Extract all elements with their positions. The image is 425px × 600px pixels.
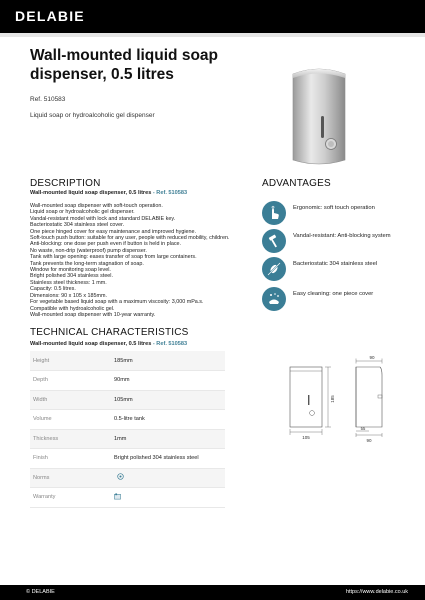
header-bar [0, 0, 425, 33]
norms-icon [117, 473, 124, 480]
row-label: Finish [30, 449, 114, 469]
table-row [30, 488, 225, 508]
hammer-icon [262, 229, 286, 253]
table-row [30, 468, 225, 488]
technical-sub-ref: - Ref. 510583 [152, 341, 188, 347]
description-body [30, 203, 245, 318]
description-line: Stainless steel thickness: 1 mm. [30, 279, 107, 286]
row-label: Height [30, 351, 114, 371]
table-row [30, 410, 225, 430]
width-dimension: 105 [302, 435, 310, 440]
advantage-text: Vandal-resistant: Anti-blocking system [293, 233, 391, 239]
product-ref: Ref. 510583 [30, 96, 66, 103]
table-row [30, 390, 225, 410]
description-line: Soft-touch push button: suitable for any user, people with reduced mobility, children. [30, 235, 230, 242]
row-label: Thickness [30, 429, 114, 449]
cleaning-icon [262, 287, 286, 311]
description-subheading [30, 190, 187, 196]
description-line: Liquid soap or hydroalcoholic gel dispenser. [30, 209, 135, 216]
advantage-item [262, 201, 412, 227]
description-sub-title: Wall-mounted liquid soap dispenser, 0.5 litres [30, 190, 152, 196]
description-line: Vandal-resistant model with lock and standard DELABIE key. [30, 215, 176, 222]
depth-top-dimension: 90 [369, 355, 375, 360]
product-image [283, 64, 355, 168]
description-line: Wall-mounted soap dispenser with 10-year warranty. [30, 311, 156, 318]
height-dimension: 185 [330, 395, 335, 403]
description-line: One piece hinged cover for easy maintenance and improved hygiene. [30, 228, 197, 235]
table-row [30, 371, 225, 391]
front-view-outline [290, 367, 322, 427]
description-line: Capacity: 0.5 litres. [30, 286, 76, 293]
row-label: Width [30, 390, 114, 410]
row-value: 1mm [114, 429, 225, 449]
description-line: No waste, non-drip (waterproof) pump dispenser. [30, 247, 147, 254]
technical-sub-title: Wall-mounted liquid soap dispenser, 0.5 litres [30, 341, 152, 347]
description-line: Tank with large opening: eases transfer of soap from large containers. [30, 254, 197, 261]
footer-copyright: © DELABIE [26, 588, 55, 595]
product-subtitle: Liquid soap or hydroalcoholic gel dispenser [30, 112, 155, 119]
description-line: Wall-mounted soap dispenser with soft-touch operation. [30, 203, 163, 209]
row-label: Norms [30, 468, 114, 488]
row-value: 90mm [114, 371, 225, 391]
row-value: 105mm [114, 390, 225, 410]
advantage-text: Bacteriostatic 304 stainless steel [293, 261, 378, 267]
footer-bar [0, 585, 425, 600]
technical-table [30, 351, 225, 508]
description-heading: DESCRIPTION [30, 178, 101, 189]
description-line: Tank prevents the long-term stagnation of soap. [30, 260, 144, 267]
side-small-dimension: 55 [360, 426, 366, 431]
description-line: Window for monitoring soap level. [30, 267, 111, 274]
row-label: Warranty [30, 488, 114, 508]
description-line: Bright polished 304 stainless steel. [30, 273, 114, 280]
row-value: 0.5-litre tank [114, 410, 225, 430]
row-value: Bright polished 304 stainless steel [114, 449, 225, 469]
advantage-item [262, 257, 412, 283]
technical-heading: TECHNICAL CHARACTERISTICS [30, 327, 189, 338]
advantages-heading: ADVANTAGES [262, 178, 331, 189]
description-sub-ref: - Ref. 510583 [152, 190, 188, 196]
description-line: Bacteriostatic 304 stainless steel cover. [30, 222, 125, 229]
description-line: Dimensions: 90 x 105 x 185mm. [30, 292, 108, 299]
header-divider [0, 33, 425, 37]
warranty-icon [114, 493, 121, 500]
technical-subheading [30, 341, 187, 347]
row-value: 185mm [114, 351, 225, 371]
advantage-item [262, 229, 412, 255]
advantage-text: Easy cleaning: one piece cover [293, 291, 374, 297]
description-line: For vegetable based liquid soap with a maximum viscosity: 3,000 mPa.s. [30, 299, 204, 306]
no-bacteria-icon [262, 257, 286, 281]
page-title: Wall-mounted liquid soap dispenser, 0.5 litres [30, 47, 218, 83]
table-row [30, 351, 225, 371]
table-row [30, 429, 225, 449]
row-label: Depth [30, 371, 114, 391]
advantage-item [262, 287, 412, 313]
technical-drawing [238, 355, 408, 455]
description-line: Compatible with hydroalcoholic gel. [30, 305, 115, 312]
advantage-text: Ergonomic: soft touch operation [293, 205, 375, 211]
side-bottom-dimension: 90 [366, 438, 372, 443]
table-row [30, 449, 225, 469]
hand-touch-icon [262, 201, 286, 225]
footer-url-link[interactable]: https://www.delabie.co.uk [345, 588, 408, 595]
row-label: Volume [30, 410, 114, 430]
brand-logo: DELABIE [15, 8, 85, 24]
description-line: Anti-blocking: one dose per push even if button is held in place. [30, 241, 182, 248]
